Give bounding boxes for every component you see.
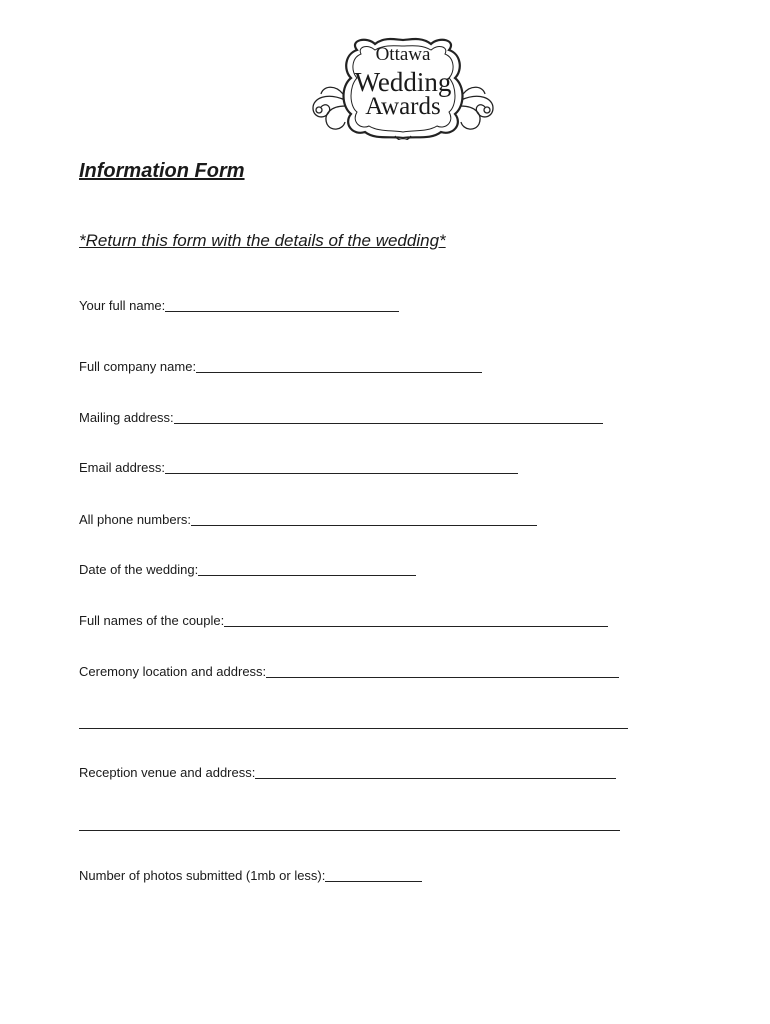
company-name-label: Full company name: bbox=[79, 359, 197, 374]
photo-count-field bbox=[79, 864, 422, 884]
phone-numbers-input[interactable] bbox=[191, 511, 537, 526]
full-name-input[interactable] bbox=[165, 297, 399, 312]
reception-address-line2-input[interactable] bbox=[79, 816, 620, 831]
reception-address-label: Reception venue and address: bbox=[79, 765, 256, 780]
photo-count-input[interactable] bbox=[325, 867, 422, 882]
full-name-label: Your full name: bbox=[79, 298, 166, 313]
ceremony-address-field bbox=[79, 660, 619, 680]
company-name-field bbox=[79, 355, 482, 375]
form-title: Information Form bbox=[79, 160, 245, 182]
mailing-address-input[interactable] bbox=[174, 409, 603, 424]
phone-numbers-field bbox=[79, 508, 537, 528]
ceremony-address-input[interactable] bbox=[266, 663, 619, 678]
email-address-input[interactable] bbox=[165, 459, 518, 474]
wedding-date-label: Date of the wedding: bbox=[79, 562, 199, 577]
email-address-field bbox=[79, 456, 518, 476]
wedding-date-field bbox=[79, 558, 416, 578]
ceremony-address-line2-input[interactable] bbox=[79, 714, 628, 729]
wedding-date-input[interactable] bbox=[198, 561, 416, 576]
couple-names-field bbox=[79, 609, 608, 629]
ceremony-address-label: Ceremony location and address: bbox=[79, 664, 267, 679]
couple-names-label: Full names of the couple: bbox=[79, 613, 225, 628]
mailing-address-field bbox=[79, 406, 603, 426]
email-address-label: Email address: bbox=[79, 460, 165, 475]
couple-names-input[interactable] bbox=[224, 612, 608, 627]
company-name-input[interactable] bbox=[196, 358, 482, 373]
full-name-field bbox=[79, 294, 399, 314]
mailing-address-label: Mailing address: bbox=[79, 410, 174, 425]
reception-address-input[interactable] bbox=[255, 764, 616, 779]
photo-count-label: Number of photos submitted (1mb or less): bbox=[79, 868, 326, 883]
ottawa-wedding-awards-logo bbox=[305, 36, 501, 140]
logo-text-wedding: Wedding bbox=[354, 67, 452, 97]
logo-text-awards: Awards bbox=[365, 93, 441, 120]
logo-text-ottawa: Ottawa bbox=[375, 44, 431, 65]
form-subtitle: *Return this form with the details of the wedding* bbox=[79, 231, 446, 250]
reception-address-field bbox=[79, 761, 616, 781]
phone-numbers-label: All phone numbers: bbox=[79, 512, 192, 527]
